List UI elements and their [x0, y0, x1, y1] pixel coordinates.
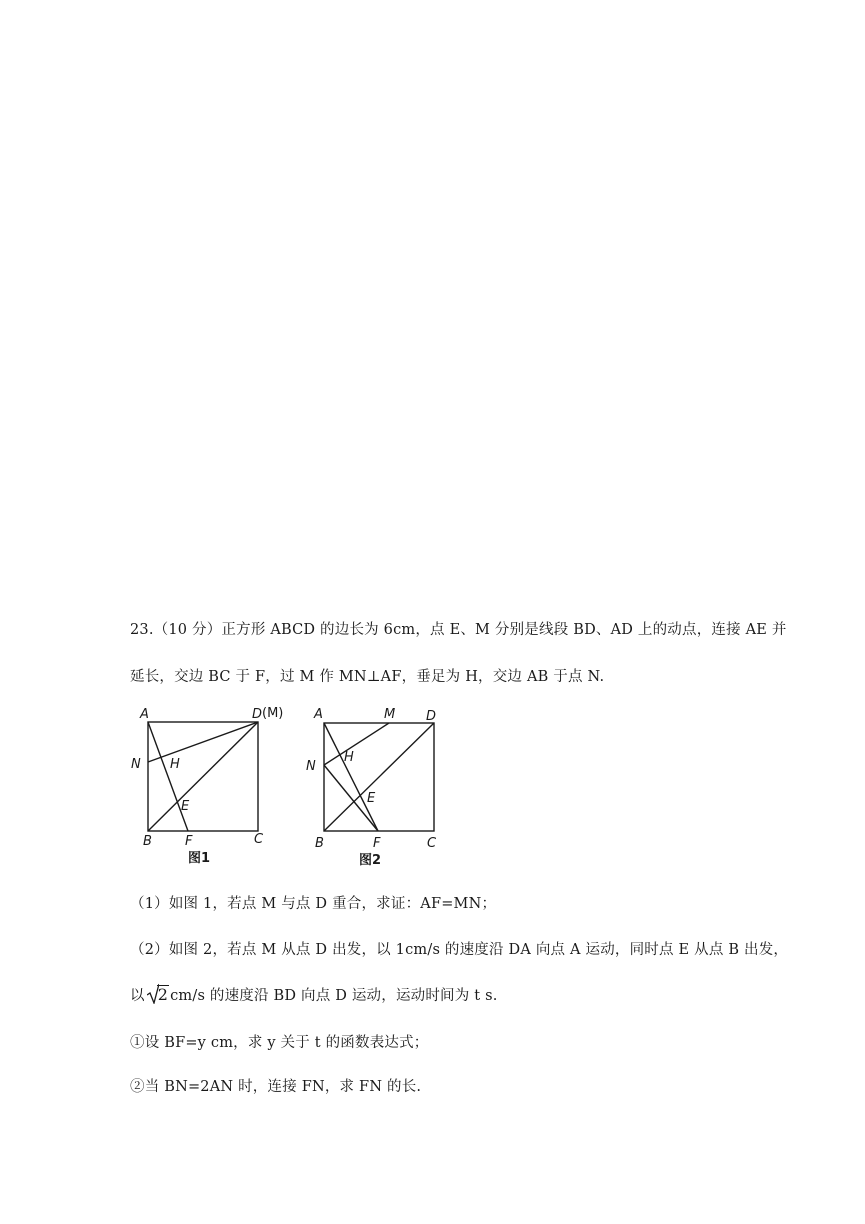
fig2-label-c: C: [427, 836, 437, 851]
part-1-text: （1）如图 1，若点 M 与点 D 重合，求证：AF=MN；: [130, 896, 497, 912]
fig2-diagonal-bd: [324, 723, 434, 831]
part-2-text-line-1: （2）如图 2，若点 M 从点 D 出发，以 1cm/s 的速度沿 DA 向点 A 运动，同时点 E 从点 B 出发，: [130, 942, 789, 958]
part-2-text-line-2: [130, 984, 498, 1005]
fig1-label-a: A: [140, 707, 149, 722]
fig2-label-a: A: [314, 707, 323, 722]
fig1-caption: 图1: [188, 851, 211, 866]
fig2-label-n: N: [306, 759, 316, 774]
fig1-label-m-paren: (M): [262, 706, 284, 721]
fig2-label-m: M: [384, 707, 396, 722]
fig2-label-f: F: [373, 836, 381, 851]
fig2-label-d: D: [426, 709, 437, 724]
fig1-label-h: H: [170, 757, 180, 772]
part-2-suffix: cm/s 的速度沿 BD 向点 D 运动，运动时间为 t s.: [170, 988, 498, 1004]
sqrt-radicand: 2: [157, 985, 169, 1004]
fig2-segment-af: [324, 723, 378, 831]
fig2-caption: 图2: [359, 853, 382, 868]
problem-statement-line-2: 延长，交边 BC 于 F，过 M 作 MN⊥AF，垂足为 H，交边 AB 于点 N.: [130, 669, 605, 685]
fig2-label-b: B: [315, 836, 324, 851]
fig1-label-f: F: [185, 834, 193, 849]
fig1-diagonal-bd: [148, 722, 258, 831]
fig1-label-c: C: [254, 832, 264, 847]
fig1-label-n: N: [131, 757, 141, 772]
problem-statement-line-1: 23.（10 分）正方形 ABCD 的边长为 6cm，点 E、M 分别是线段 BD、AD 上的动点，连接 AE 并: [130, 622, 787, 638]
figure-1: [128, 700, 288, 874]
figure-2: [300, 700, 460, 874]
fig1-label-b: B: [143, 834, 152, 849]
part-2-sub-2: ②当 BN=2AN 时，连接 FN，求 FN 的长.: [130, 1079, 422, 1095]
fig1-segment-mn: [148, 722, 258, 762]
sqrt-two: [147, 985, 169, 1004]
fig2-label-h: H: [344, 750, 354, 765]
fig1-label-d: D: [252, 707, 263, 722]
fig1-segment-af: [148, 722, 188, 831]
part-2-sub-1: ①设 BF=y cm，求 y 关于 t 的函数表达式；: [130, 1035, 429, 1051]
fig1-label-e: E: [181, 799, 190, 814]
fig2-label-e: E: [367, 791, 376, 806]
part-2-prefix: 以: [130, 988, 145, 1004]
